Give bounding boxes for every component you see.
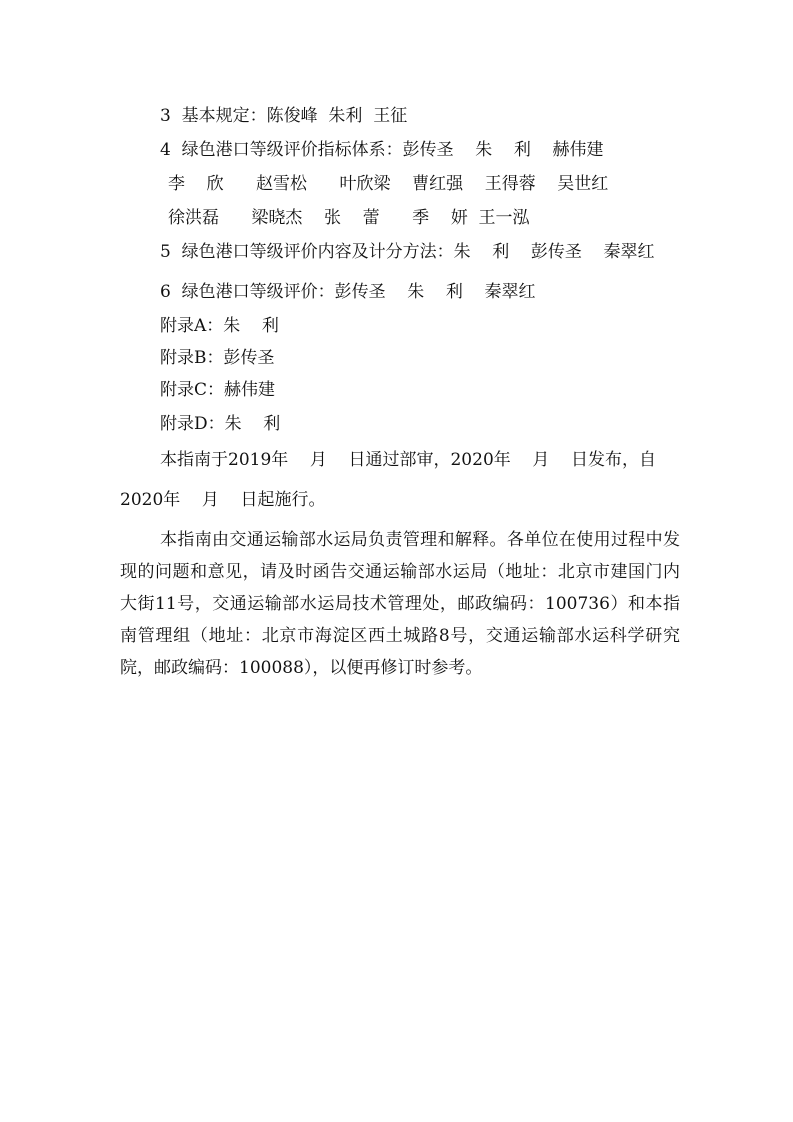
credit-line-indicator-system: 4 绿色港口等级评价指标体系：彭传圣 朱 利 赫伟建 bbox=[160, 140, 604, 160]
credit-line-appendix-d: 附录D：朱 利 bbox=[160, 414, 281, 434]
approval-date-line: 本指南于2019年 月 日通过部审，2020年 月 日发布，自 bbox=[160, 450, 656, 470]
credit-line-content-scoring: 5 绿色港口等级评价内容及计分方法：朱 利 彭传圣 秦翠红 bbox=[160, 242, 655, 262]
credit-line-basic-rules: 3 基本规定：陈俊峰 朱利 王征 bbox=[160, 106, 408, 126]
credit-line-indicator-system-cont-2: 徐洪磊 梁晓杰 张 蕾 季 妍 王一泓 bbox=[168, 208, 530, 228]
credit-line-appendix-b: 附录B：彭传圣 bbox=[160, 348, 275, 368]
credit-line-grade-evaluation: 6 绿色港口等级评价：彭传圣 朱 利 秦翠红 bbox=[160, 282, 536, 302]
credit-line-indicator-system-cont-1: 李 欣 赵雪松 叶欣梁 曹红强 王得蓉 吴世红 bbox=[168, 174, 609, 194]
effective-date-line: 2020年 月 日起施行。 bbox=[120, 490, 326, 510]
credit-line-appendix-a: 附录A：朱 利 bbox=[160, 316, 279, 336]
credit-line-appendix-c: 附录C：赫伟建 bbox=[160, 380, 276, 400]
management-note-paragraph: 本指南由交通运输部水运局负责管理和解释。各单位在使用过程中发现的问题和意见，请及时函告交通运输部水运局（地址：北京市建国门内大街11号，交通运输部水运局技术管理处，邮政编码：100736）和本指南管理组（地址：北京市海淀区西土城路8号，交通运输部水运科学研究院，邮政编码：100088），以便再修订时参考。 bbox=[120, 530, 680, 678]
